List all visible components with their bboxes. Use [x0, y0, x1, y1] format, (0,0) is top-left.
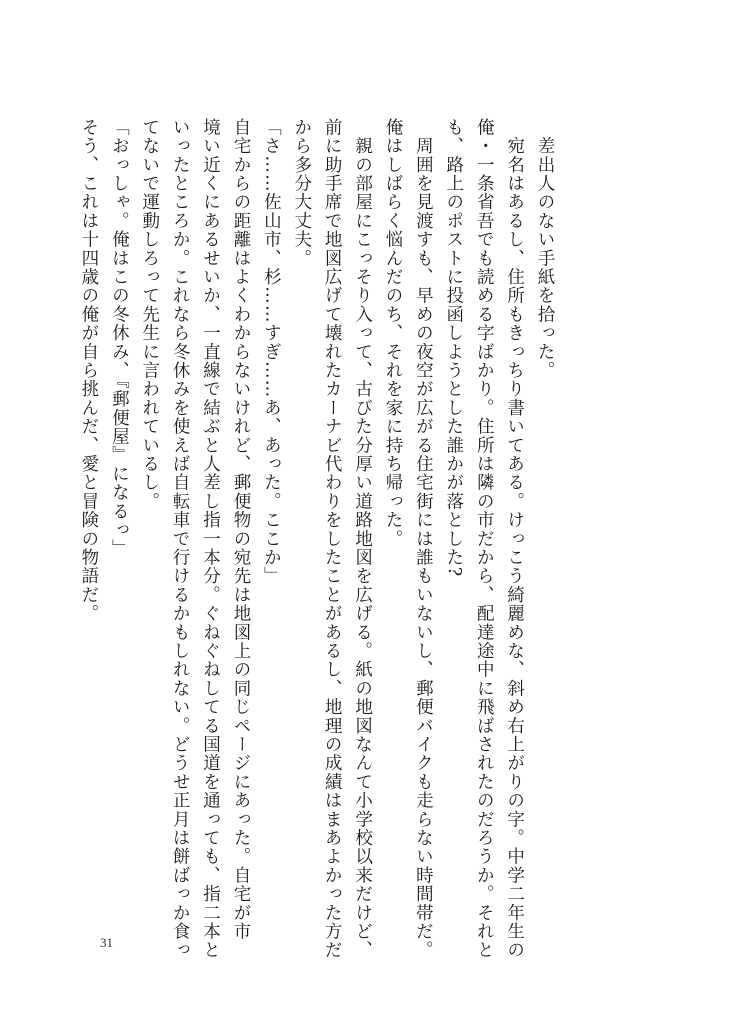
text-line: 差出人のない手紙を拾った。: [535, 136, 555, 380]
text-line: いったところか。これなら冬休みを使えば自転車で行けるかもしれない。どうせ正月は餅ばっか食っ: [170, 118, 191, 960]
text-line: も、路上のポストに投函しようとした誰かが落とした?: [443, 118, 464, 578]
dialogue-line: 「さ……佐山市、杉……すぎ……あ、あった。ここか」: [261, 118, 282, 586]
text-line: 親の部屋にこっそり入って、古びた分厚い道路地図を広げる。紙の地図なんて小学校以来だけど、: [352, 136, 373, 960]
dialogue-line: 「おっしゃ。俺はこの冬休み、『郵便屋』になるっ」: [109, 118, 130, 559]
text-line: 自宅からの距離はよくわからないけれど、郵便物の宛先は地図上の同じページにあった。自宅が市: [230, 118, 251, 941]
text-line: 俺はしばらく悩んだのち、それを家に持ち帰った。: [382, 118, 403, 549]
text-line: 宛名はあるし、住所もきっちり書いてある。けっこう綺麗めな、斜め右上がりの字。中学二年生の: [504, 136, 525, 960]
text-line: そう、これは十四歳の俺が自ら挑んだ、愛と冒険の物語だ。: [78, 118, 99, 623]
text-line: から多分大丈夫。: [291, 118, 312, 268]
text-line: 境い近くにあるせいか、一直線で結ぶと人差し指一本分。ぐねぐねしてる国道を通っても、指二本と: [200, 118, 221, 960]
text-line: 俺・一条省吾でも読める字ばかり。住所は隣の市だから、配達途中に飛ばされたのだろうか。それと: [474, 118, 495, 960]
text-line: 周囲を見渡すも、早めの夜空が広がる住宅街には誰もいないし、郵便バイクも走らない時間帯だ。: [413, 136, 434, 960]
text-line: 前に助手席で地図広げて壊れたカーナビ代わりをしたことがあるし、地理の成績はまあよかった方だ: [322, 118, 343, 960]
page-number: 31: [100, 935, 113, 950]
text-line: てないで運動しろって先生に言われているし。: [139, 118, 160, 511]
